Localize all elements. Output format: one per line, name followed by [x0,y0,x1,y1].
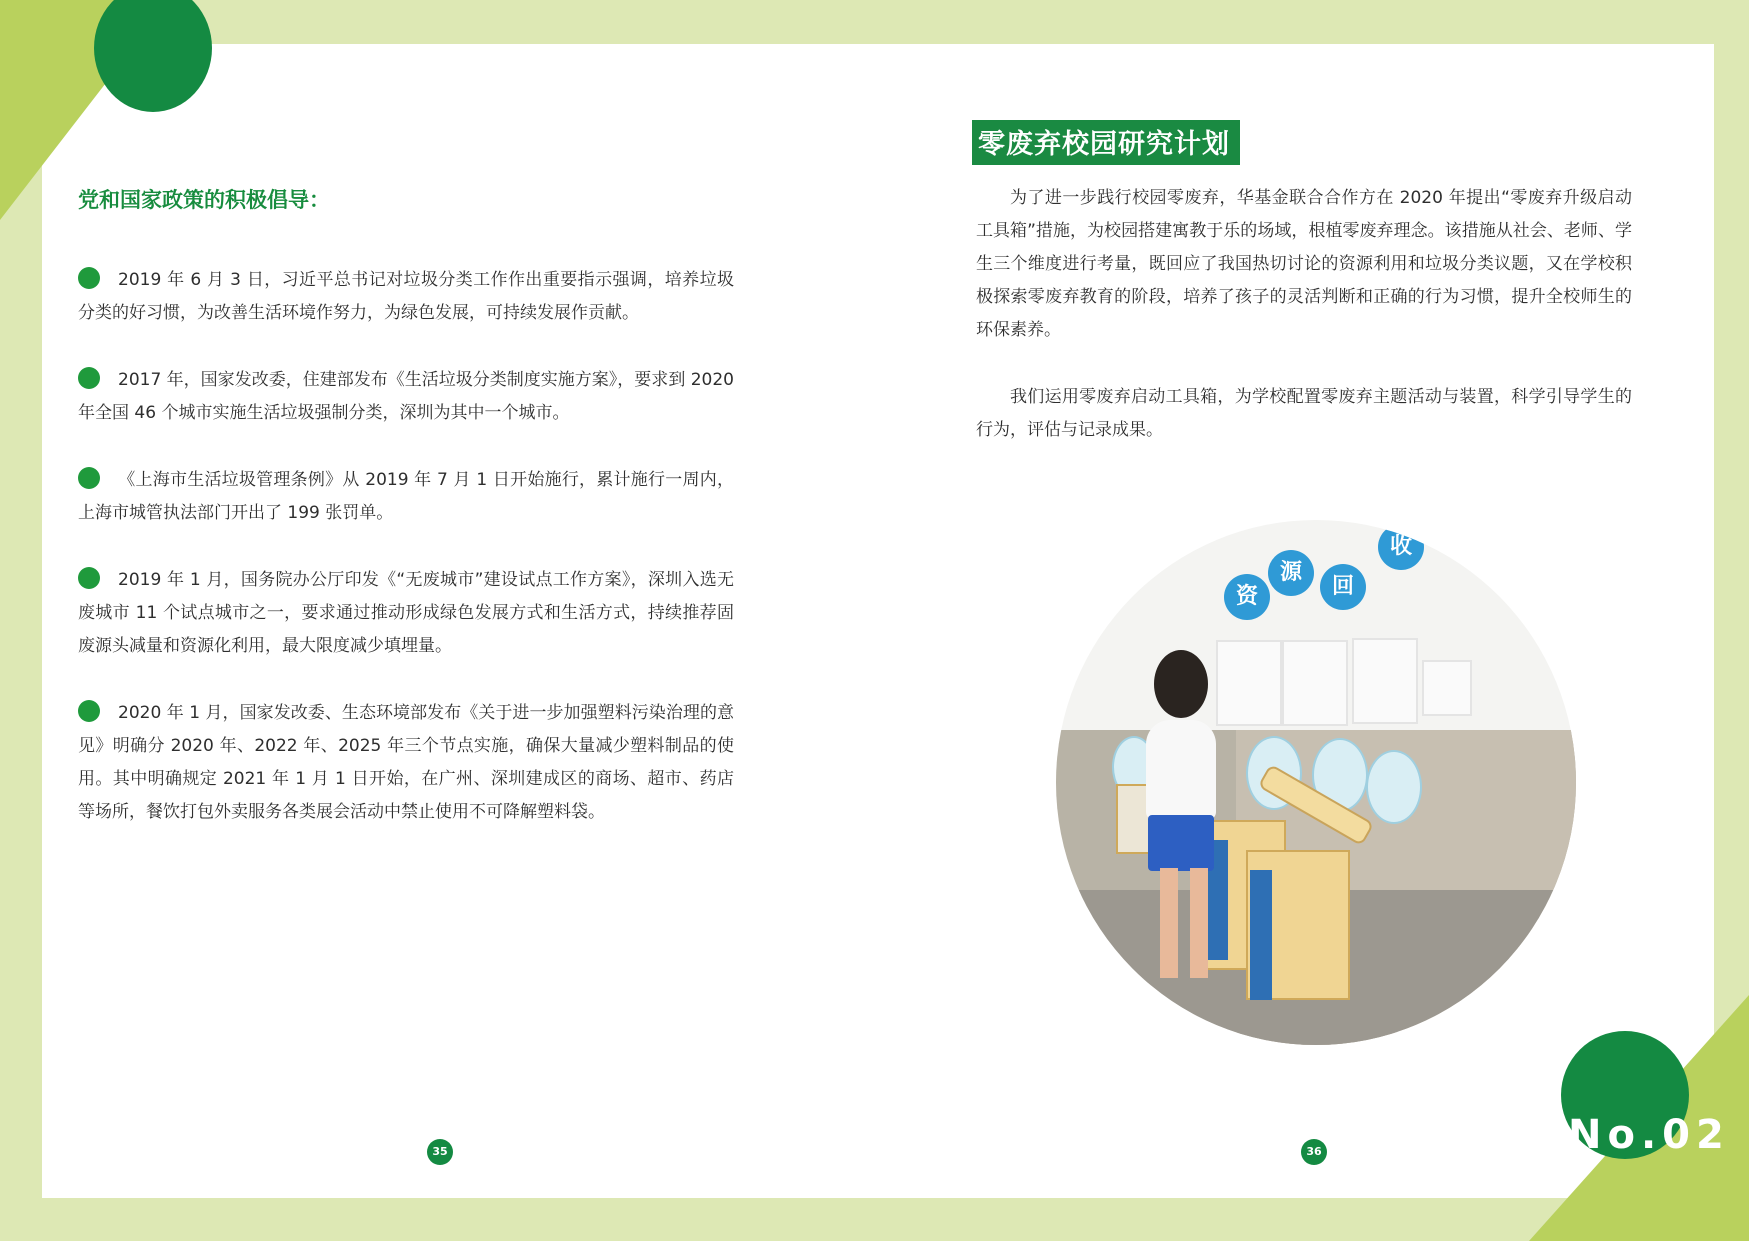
photo-bin-label [1250,870,1272,1000]
right-page-title: 零废弃校园研究计划 [972,120,1240,165]
bullet-dot-icon [78,567,100,589]
photo-girl-leg [1160,868,1178,978]
page-number-left: 35 [427,1139,453,1165]
bullet-dot-icon [78,700,100,722]
list-item-text: 2019 年 6 月 3 日，习近平总书记对垃圾分类工作作出重要指示强调，培养垃圾分类的好习惯，为改善生活环境作努力，为绿色发展，可持续发展作贡献。 [78,270,734,323]
photo-poster [1216,640,1282,726]
photo-sign: 回 [1320,564,1366,610]
photo-girl-head [1154,650,1208,718]
photo-sign: 收 [1378,524,1424,570]
photo-sign: 资 [1224,574,1270,620]
bullet-dot-icon [78,467,100,489]
photo-girl-shirt [1146,720,1216,820]
right-page-body [976,182,1632,481]
list-item [78,697,734,829]
bullet-dot-icon [78,367,100,389]
photo-poster [1422,660,1472,716]
photo-girl-leg [1190,868,1208,978]
list-item [78,564,734,663]
list-item-text: 2019 年 1 月，国务院办公厅印发《“无废城市”建设试点工作方案》，深圳入选无废城市 11 个试点城市之一，要求通过推动形成绿色发展方式和生活方式，持续推荐固废源头减量和资源化利用，最大限度减少填埋量。 [78,570,734,656]
left-page-heading: 党和国家政策的积极倡导： [78,188,330,212]
corner-decoration-top-left [0,0,240,260]
bullet-dot-icon [78,267,100,289]
body-paragraph: 为了进一步践行校园零废弃，华基金联合合作方在 2020 年提出“零废弃升级启动工具箱”措施，为校园搭建寓教于乐的场域，根植零废弃理念。该措施从社会、老师、学生三个维度进行考量，既回应了我国热切讨论的资源利用和垃圾分类议题，又在学校积极探索零废弃教育的阶段，培养了孩子的灵活判断和正确的行为习惯，提升全校师生的环保素养。 [976,188,1632,340]
photo-poster [1282,640,1348,726]
page-number-right: 36 [1301,1139,1327,1165]
photo-girl-shorts [1148,815,1214,871]
list-item [78,364,734,430]
section-badge: No.02 [1568,1112,1730,1158]
photo-sign: 源 [1268,550,1314,596]
body-paragraph: 我们运用零废弃启动工具箱，为学校配置零废弃主题活动与装置，科学引导学生的行为，评估与记录成果。 [976,387,1632,440]
photo-sign-wheel [1366,750,1422,824]
policy-list [78,264,734,863]
list-item [78,264,734,330]
list-item-text: 《上海市生活垃圾管理条例》从 2019 年 7 月 1 日开始施行，累计施行一周内，上海市城管执法部门开出了 199 张罚单。 [78,470,734,523]
photo-poster [1352,638,1418,724]
list-item-text: 2020 年 1 月，国家发改委、生态环境部发布《关于进一步加强塑料污染治理的意见》明确分 2020 年、2022 年、2025 年三个节点实施，确保大量减少塑料制品的使用。其中明确规定 2021 年 1 月 1 日开始，在广州、深圳建成区的商场、超市、药店等场所，餐饮打包外卖服务各类展会活动中禁止使用不可降解塑料袋。 [78,703,734,822]
list-item-text: 2017 年，国家发改委，住建部发布《生活垃圾分类制度实施方案》，要求到 2020 年全国 46 个城市实施生活垃圾强制分类，深圳为其中一个城市。 [78,370,734,423]
recycling-photo [1056,520,1576,1045]
list-item [78,464,734,530]
